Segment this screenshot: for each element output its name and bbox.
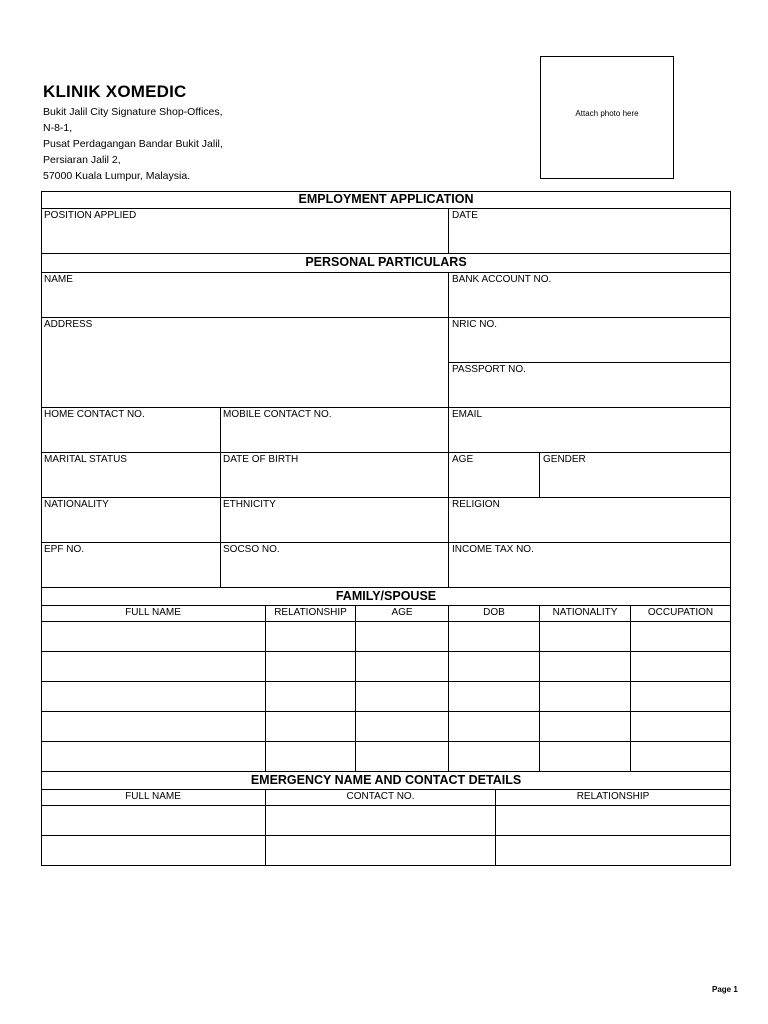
passport-label: PASSPORT NO.: [452, 364, 526, 375]
name-field[interactable]: [42, 273, 448, 317]
family-row[interactable]: [42, 712, 730, 741]
clinic-name: KLINIK XOMEDIC: [43, 82, 187, 101]
family-col-age: AGE: [391, 607, 413, 618]
divider: [539, 452, 540, 498]
emergency-contact-title: EMERGENCY NAME AND CONTACT DETAILS: [250, 773, 522, 787]
divider: [41, 587, 731, 588]
border-right: [730, 191, 731, 866]
date-label: DATE: [452, 210, 478, 221]
family-col-nationality: NATIONALITY: [552, 607, 618, 618]
name-label: NAME: [44, 274, 73, 285]
family-col-full-name: FULL NAME: [125, 607, 181, 618]
photo-attachment-box[interactable]: [540, 56, 674, 179]
address-line: Bukit Jalil City Signature Shop-Offices,: [43, 106, 223, 118]
home-contact-label: HOME CONTACT NO.: [44, 409, 145, 420]
family-row[interactable]: [42, 652, 730, 681]
socso-label: SOCSO NO.: [223, 544, 280, 555]
divider: [41, 789, 731, 790]
employment-application-form: [41, 191, 731, 866]
address-line: Pusat Perdagangan Bandar Bukit Jalil,: [43, 138, 223, 150]
gender-label: GENDER: [543, 454, 586, 465]
epf-label: EPF NO.: [44, 544, 85, 555]
income-tax-label: INCOME TAX NO.: [452, 544, 534, 555]
divider: [41, 605, 731, 606]
nationality-label: NATIONALITY: [44, 499, 109, 510]
divider: [448, 272, 449, 588]
address-label: ADDRESS: [44, 319, 93, 330]
email-label: EMAIL: [452, 409, 483, 420]
position-applied-label: POSITION APPLIED: [44, 210, 137, 221]
divider: [41, 253, 731, 254]
bank-account-label: BANK ACCOUNT NO.: [452, 274, 552, 285]
divider: [448, 208, 449, 254]
clinic-address: [43, 104, 223, 184]
family-col-relationship: RELATIONSHIP: [274, 607, 347, 618]
family-row[interactable]: [42, 742, 730, 771]
divider: [220, 407, 221, 588]
address-line: Persiaran Jalil 2,: [43, 154, 121, 166]
family-spouse-title: FAMILY/SPOUSE: [335, 589, 437, 603]
mobile-contact-label: MOBILE CONTACT NO.: [223, 409, 332, 420]
date-of-birth-label: DATE OF BIRTH: [223, 454, 299, 465]
family-col-occupation: OCCUPATION: [647, 607, 714, 618]
form-title: EMPLOYMENT APPLICATION: [298, 192, 474, 206]
address-field[interactable]: [42, 318, 448, 407]
personal-particulars-title: PERSONAL PARTICULARS: [305, 255, 467, 269]
religion-label: RELIGION: [452, 499, 500, 510]
nric-label: NRIC NO.: [452, 319, 497, 330]
emergency-row[interactable]: [42, 836, 730, 865]
address-line: N-8-1,: [43, 122, 73, 134]
divider: [448, 362, 731, 363]
marital-status-label: MARITAL STATUS: [44, 454, 127, 465]
age-label: AGE: [452, 454, 474, 465]
emergency-col-full-name: FULL NAME: [125, 791, 181, 802]
family-col-dob: DOB: [483, 607, 505, 618]
emergency-row[interactable]: [42, 806, 730, 835]
page-number: Page 1: [712, 985, 738, 994]
date-field[interactable]: [450, 209, 730, 253]
email-field[interactable]: [450, 408, 730, 452]
divider: [41, 771, 731, 772]
family-row[interactable]: [42, 622, 730, 651]
emergency-col-contact-no: CONTACT NO.: [346, 791, 415, 802]
photo-label: Attach photo here: [575, 109, 639, 118]
ethnicity-label: ETHNICITY: [223, 499, 276, 510]
address-line: 57000 Kuala Lumpur, Malaysia.: [43, 170, 191, 182]
family-row[interactable]: [42, 682, 730, 711]
border-bottom: [41, 865, 731, 866]
emergency-col-relationship: RELATIONSHIP: [576, 791, 650, 802]
